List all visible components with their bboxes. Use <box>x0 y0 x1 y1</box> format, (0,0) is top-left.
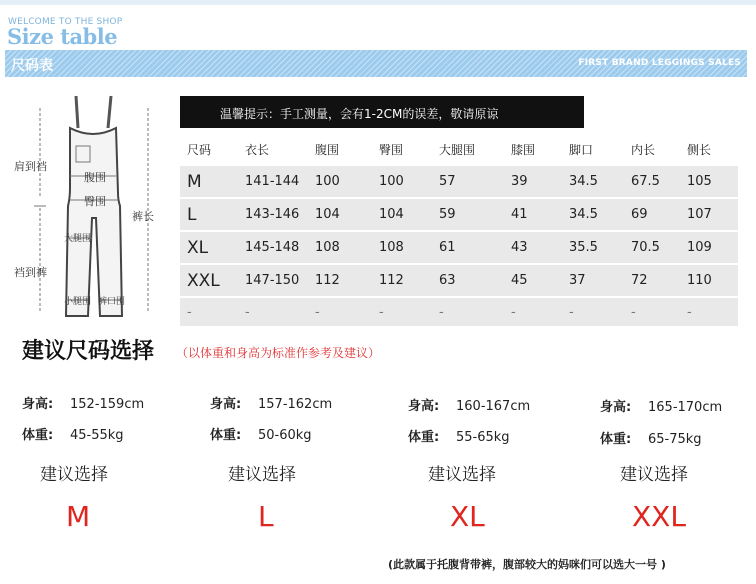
height-line <box>600 396 722 415</box>
weight-value: 65-75kg <box>648 432 702 447</box>
pick-size: M <box>66 500 91 533</box>
cell-inseam: 70.5 <box>631 231 687 264</box>
recommend-column-xl <box>408 390 598 540</box>
cell-hip: 108 <box>379 231 439 264</box>
weight-line <box>22 424 124 443</box>
height-label: 身高: <box>22 397 54 412</box>
col-header-waist: 腹围 <box>315 142 340 157</box>
label-shoulder-crotch: 肩到裆 <box>14 160 47 173</box>
cell-outseam: 110 <box>687 264 738 297</box>
cell-length: 147-150 <box>245 264 315 297</box>
label-calf: 小腿围 <box>64 297 92 307</box>
cell-waist: 108 <box>315 231 379 264</box>
label-waist: 腹围 <box>84 171 106 184</box>
table-row <box>180 198 738 231</box>
height-label: 身高: <box>210 397 242 412</box>
height-value: 152-159cm <box>70 397 145 412</box>
cell-size: - <box>180 297 245 327</box>
recommend-column-m <box>22 390 212 540</box>
cell-length: 141-144 <box>245 166 315 198</box>
cell-length: 145-148 <box>245 231 315 264</box>
height-line <box>210 393 332 412</box>
cell-outseam: 107 <box>687 198 738 231</box>
table-row <box>180 297 738 327</box>
cell-size: L <box>180 198 245 231</box>
cell-waist: - <box>315 297 379 327</box>
page-title: Size table <box>7 24 118 49</box>
table-header-row <box>180 132 738 166</box>
cell-size: M <box>180 166 245 198</box>
cell-hem: - <box>569 297 631 327</box>
cell-inseam: - <box>631 297 687 327</box>
height-value: 165-170cm <box>648 400 723 415</box>
cell-waist: 112 <box>315 264 379 297</box>
weight-label: 体重: <box>210 428 242 443</box>
cell-knee: 41 <box>511 198 569 231</box>
cell-thigh: - <box>439 297 511 327</box>
banner-title: 尺码表 <box>11 58 53 74</box>
footer-note: (此款属于托腹背带裤，腹部较大的妈咪们可以选大一号 ) <box>388 558 666 571</box>
garment-diagram <box>0 88 175 328</box>
cell-outseam: 109 <box>687 231 738 264</box>
pick-label: 建议选择 <box>428 465 496 485</box>
label-hem: 裤口围 <box>98 297 126 307</box>
cell-thigh: 63 <box>439 264 511 297</box>
col-header-inseam: 内长 <box>631 142 656 157</box>
cell-knee: 43 <box>511 231 569 264</box>
weight-label: 体重: <box>600 432 632 447</box>
cell-hem: 35.5 <box>569 231 631 264</box>
height-value: 160-167cm <box>456 399 531 414</box>
table-row <box>180 264 738 297</box>
measurement-notice <box>180 96 584 128</box>
pick-label: 建议选择 <box>620 465 688 485</box>
recommend-title: 建议尺码选择 <box>22 339 155 364</box>
height-label: 身高: <box>408 399 440 414</box>
cell-waist: 104 <box>315 198 379 231</box>
notice-text: 温馨提示：手工测量，会有1-2CM的误差，敬请原谅 <box>220 107 499 121</box>
pick-label: 建议选择 <box>228 465 296 485</box>
cell-inseam: 72 <box>631 264 687 297</box>
col-header-length: 衣长 <box>245 142 270 157</box>
weight-line <box>210 424 312 443</box>
cell-knee: 45 <box>511 264 569 297</box>
label-hip: 臀围 <box>84 195 106 208</box>
weight-value: 50-60kg <box>258 428 312 443</box>
cell-hip: 112 <box>379 264 439 297</box>
cell-inseam: 69 <box>631 198 687 231</box>
welcome-text: WELCOME TO THE SHOP <box>8 17 123 27</box>
col-header-size: 尺码 <box>187 142 212 157</box>
cell-hem: 34.5 <box>569 198 631 231</box>
cell-hem: 37 <box>569 264 631 297</box>
table-row <box>180 231 738 264</box>
cell-length: - <box>245 297 315 327</box>
section-banner <box>5 50 747 77</box>
pick-size: XXL <box>632 500 686 533</box>
weight-label: 体重: <box>22 428 54 443</box>
height-value: 157-162cm <box>258 397 333 412</box>
weight-value: 45-55kg <box>70 428 124 443</box>
label-length: 裤长 <box>132 210 154 223</box>
cell-hip: 104 <box>379 198 439 231</box>
height-line <box>22 393 144 412</box>
cell-knee: 39 <box>511 166 569 198</box>
recommend-column-xxl <box>600 390 756 540</box>
cell-thigh: 59 <box>439 198 511 231</box>
cell-length: 143-146 <box>245 198 315 231</box>
weight-line <box>408 426 510 445</box>
pick-size: L <box>258 500 274 533</box>
weight-value: 55-65kg <box>456 430 510 445</box>
cell-size: XXL <box>180 264 245 297</box>
height-line <box>408 395 530 414</box>
recommend-note: （以体重和身高为标准作参考及建议） <box>176 346 381 360</box>
top-divider <box>0 0 756 5</box>
cell-thigh: 61 <box>439 231 511 264</box>
label-crotch-leg: 裆到裤 <box>14 266 47 279</box>
cell-outseam: 105 <box>687 166 738 198</box>
cell-hip: - <box>379 297 439 327</box>
col-header-hem: 脚口 <box>569 142 594 157</box>
recommend-column-l <box>210 390 400 540</box>
cell-hip: 100 <box>379 166 439 198</box>
table-row <box>180 166 738 198</box>
cell-knee: - <box>511 297 569 327</box>
cell-outseam: - <box>687 297 738 327</box>
col-header-hip: 臀围 <box>379 142 404 157</box>
weight-label: 体重: <box>408 430 440 445</box>
col-header-thigh: 大腿围 <box>439 142 476 157</box>
pick-label: 建议选择 <box>40 465 108 485</box>
height-label: 身高: <box>600 400 632 415</box>
cell-waist: 100 <box>315 166 379 198</box>
pick-size: XL <box>450 500 485 533</box>
weight-line <box>600 428 702 447</box>
banner-tagline: FIRST BRAND LEGGINGS SALES <box>578 58 741 68</box>
col-header-outseam: 侧长 <box>687 142 712 157</box>
cell-inseam: 67.5 <box>631 166 687 198</box>
size-table <box>180 132 738 328</box>
cell-hem: 34.5 <box>569 166 631 198</box>
cell-size: XL <box>180 231 245 264</box>
cell-thigh: 57 <box>439 166 511 198</box>
label-thigh: 大腿围 <box>64 234 92 244</box>
col-header-knee: 膝围 <box>511 142 536 157</box>
